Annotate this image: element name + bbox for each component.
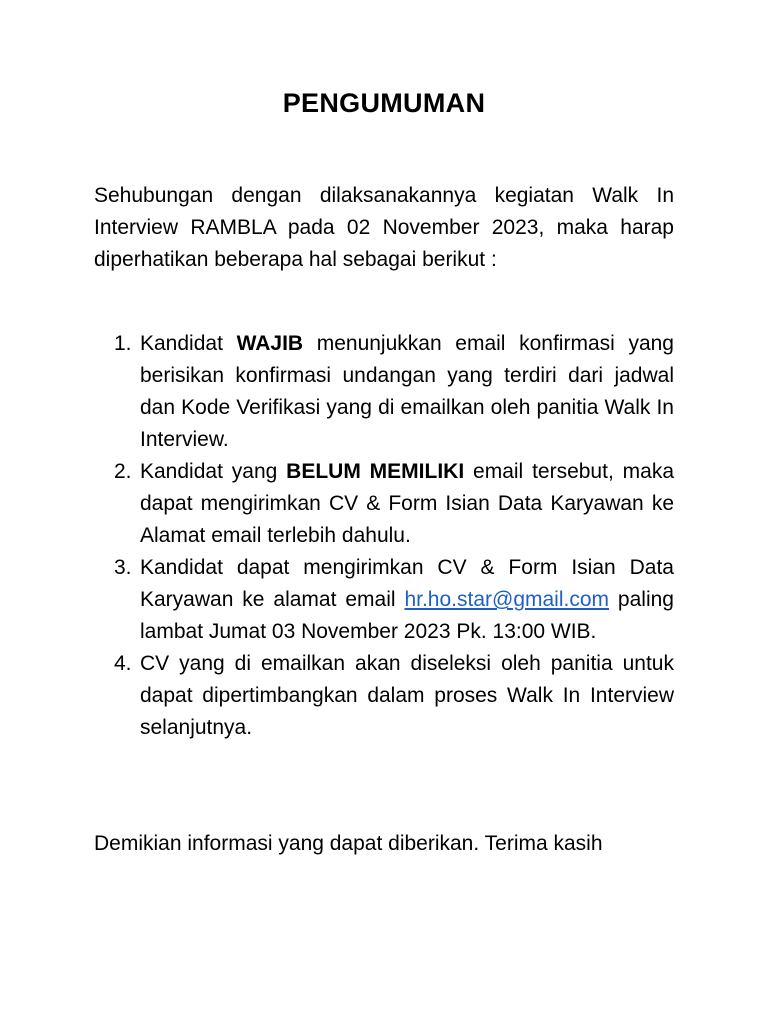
closing-paragraph: Demikian informasi yang dapat diberikan. Terima kasih xyxy=(94,832,603,855)
list-item-1 xyxy=(94,328,674,456)
list-item-4 xyxy=(94,648,674,744)
emphasis-belum-memiliki: BELUM MEMILIKI xyxy=(286,460,465,483)
instruction-list xyxy=(94,328,674,744)
list-item-text-start: Kandidat xyxy=(140,332,237,355)
list-item-text xyxy=(140,460,674,547)
list-item-text-end: paling lambat Jumat 03 November 2023 Pk. 13:00 WIB. xyxy=(140,588,674,643)
intro-paragraph: Sehubungan dengan dilaksanakannya kegiatan Walk In Interview RAMBLA pada 02 November 2023, maka harap diperhatikan beberapa hal sebagai berikut : xyxy=(94,184,674,271)
list-item-number: 4. xyxy=(114,652,132,675)
email-link[interactable]: hr.ho.star@gmail.com xyxy=(404,588,610,611)
list-item-number: 3. xyxy=(114,556,132,579)
list-item-text-start: Kandidat yang xyxy=(140,460,287,483)
list-item-2 xyxy=(94,456,674,552)
list-item-number: 1. xyxy=(114,332,132,355)
emphasis-wajib: WAJIB xyxy=(236,332,304,355)
list-item-text xyxy=(140,332,674,451)
list-item-text: CV yang di emailkan akan diseleksi oleh panitia untuk dapat dipertimbangkan dalam proses Walk In Interview selanjutnya. xyxy=(140,652,674,739)
list-item-text-start: Kandidat dapat mengirimkan CV & Form Isian Data Karyawan ke alamat email xyxy=(140,556,674,611)
list-item-text-end: menunjukkan email konfirmasi yang berisikan konfirmasi undangan yang terdiri dari jadwal dan Kode Verifikasi yang di emailkan oleh panitia Walk In Interview. xyxy=(140,332,674,451)
list-item-text-end: email tersebut, maka dapat mengirimkan CV & Form Isian Data Karyawan ke Alamat email terlebih dahulu. xyxy=(140,460,674,547)
list-item-3 xyxy=(94,552,674,648)
list-item-number: 2. xyxy=(114,460,132,483)
page-title: PENGUMUMAN xyxy=(282,88,486,118)
list-item-text xyxy=(140,556,674,643)
